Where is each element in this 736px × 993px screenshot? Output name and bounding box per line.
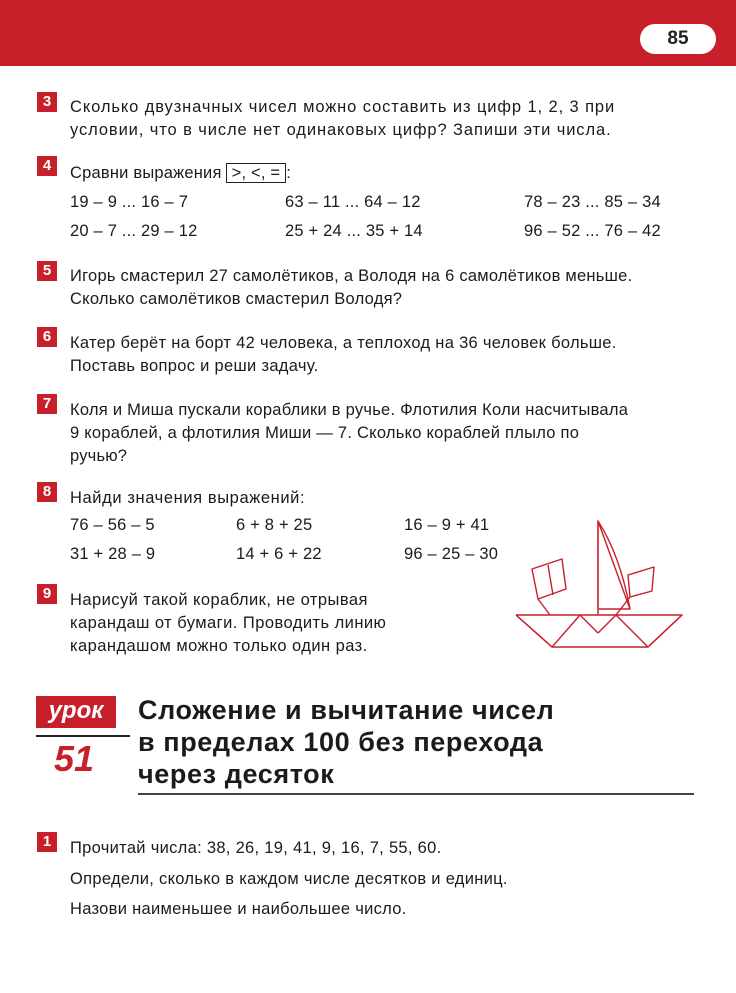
task-3-line-2: условии, что в числе нет одинаковых цифр? Запиши эти числа. [70, 121, 612, 139]
task-5-line-1: Игорь смастерил 27 самолётиков, а Володя на 6 самолётиков меньше. [70, 267, 633, 285]
compare-expression: 20 – 7 ... 29 – 12 [70, 222, 198, 240]
sailboat-figure [510, 515, 690, 655]
lesson-label: урок [36, 696, 116, 728]
lesson-title [138, 694, 698, 790]
task-5-line-2: Сколько самолётиков смастерил Володя? [70, 290, 403, 308]
compare-expression: 19 – 9 ... 16 – 7 [70, 193, 189, 211]
task-7-line-1: Коля и Миша пускали кораблики в ручье. Флотилия Коли насчитывала [70, 401, 629, 419]
lesson-title-line-3: через десяток [138, 759, 335, 789]
lesson-number: 51 [54, 738, 95, 779]
lesson-title-line-1: Сложение и вычитание чисел [138, 695, 555, 725]
task-number-badge: 5 [37, 261, 57, 281]
task-4-text: Сравни выражения [70, 164, 222, 182]
task-number-badge: 8 [37, 482, 57, 502]
compare-expression: 96 – 52 ... 76 – 42 [524, 222, 661, 240]
lesson-task-1-line-2: Определи, сколько в каждом числе десятков и единиц. [70, 870, 508, 888]
expression: 16 – 9 + 41 [404, 516, 490, 534]
top-banner [0, 0, 736, 66]
compare-expression: 25 + 24 ... 35 + 14 [285, 222, 423, 240]
task-7-line-3: ручью? [70, 447, 128, 465]
expression: 14 + 6 + 22 [236, 545, 322, 563]
task-number-badge: 1 [37, 832, 57, 852]
lesson-divider [36, 735, 130, 737]
lesson-title-line-2: в пределах 100 без перехода [138, 727, 544, 757]
page-number: 85 [640, 24, 716, 54]
compare-expression: 63 – 11 ... 64 – 12 [285, 193, 421, 211]
task-number-badge: 9 [37, 584, 57, 604]
lesson-task-1-line-3: Назови наименьшее и наибольшее число. [70, 900, 407, 918]
expression: 31 + 28 – 9 [70, 545, 156, 563]
lesson-task-1-line-1: Прочитай числа: 38, 26, 19, 41, 9, 16, 7, 55, 60. [70, 839, 442, 857]
task-4-colon: : [286, 164, 292, 182]
task-number-badge: 3 [37, 92, 57, 112]
expression: 96 – 25 – 30 [404, 545, 499, 563]
comparison-signs-box: >, <, = [226, 163, 287, 183]
expression: 76 – 56 – 5 [70, 516, 155, 534]
task-4-prompt [70, 162, 291, 185]
task-9-line-1: Нарисуй такой кораблик, не отрывая [70, 591, 368, 609]
task-number-badge: 4 [37, 156, 57, 176]
task-6-line-1: Катер берёт на борт 42 человека, а теплоход на 36 человек больше. [70, 334, 617, 352]
title-underline [138, 793, 694, 795]
task-6-line-2: Поставь вопрос и реши задачу. [70, 357, 319, 375]
task-9-line-3: карандашом можно только один раз. [70, 637, 368, 655]
compare-expression: 78 – 23 ... 85 – 34 [524, 193, 661, 211]
task-7-line-2: 9 кораблей, а флотилия Миши — 7. Сколько кораблей плыло по [70, 424, 580, 442]
task-3-line-1: Сколько двузначных чисел можно составить из цифр 1, 2, 3 при [70, 98, 616, 116]
task-8-prompt: Найди значения выражений: [70, 489, 306, 507]
task-9-line-2: карандаш от бумаги. Проводить линию [70, 614, 387, 632]
task-number-badge: 6 [37, 327, 57, 347]
task-number-badge: 7 [37, 394, 57, 414]
expression: 6 + 8 + 25 [236, 516, 313, 534]
